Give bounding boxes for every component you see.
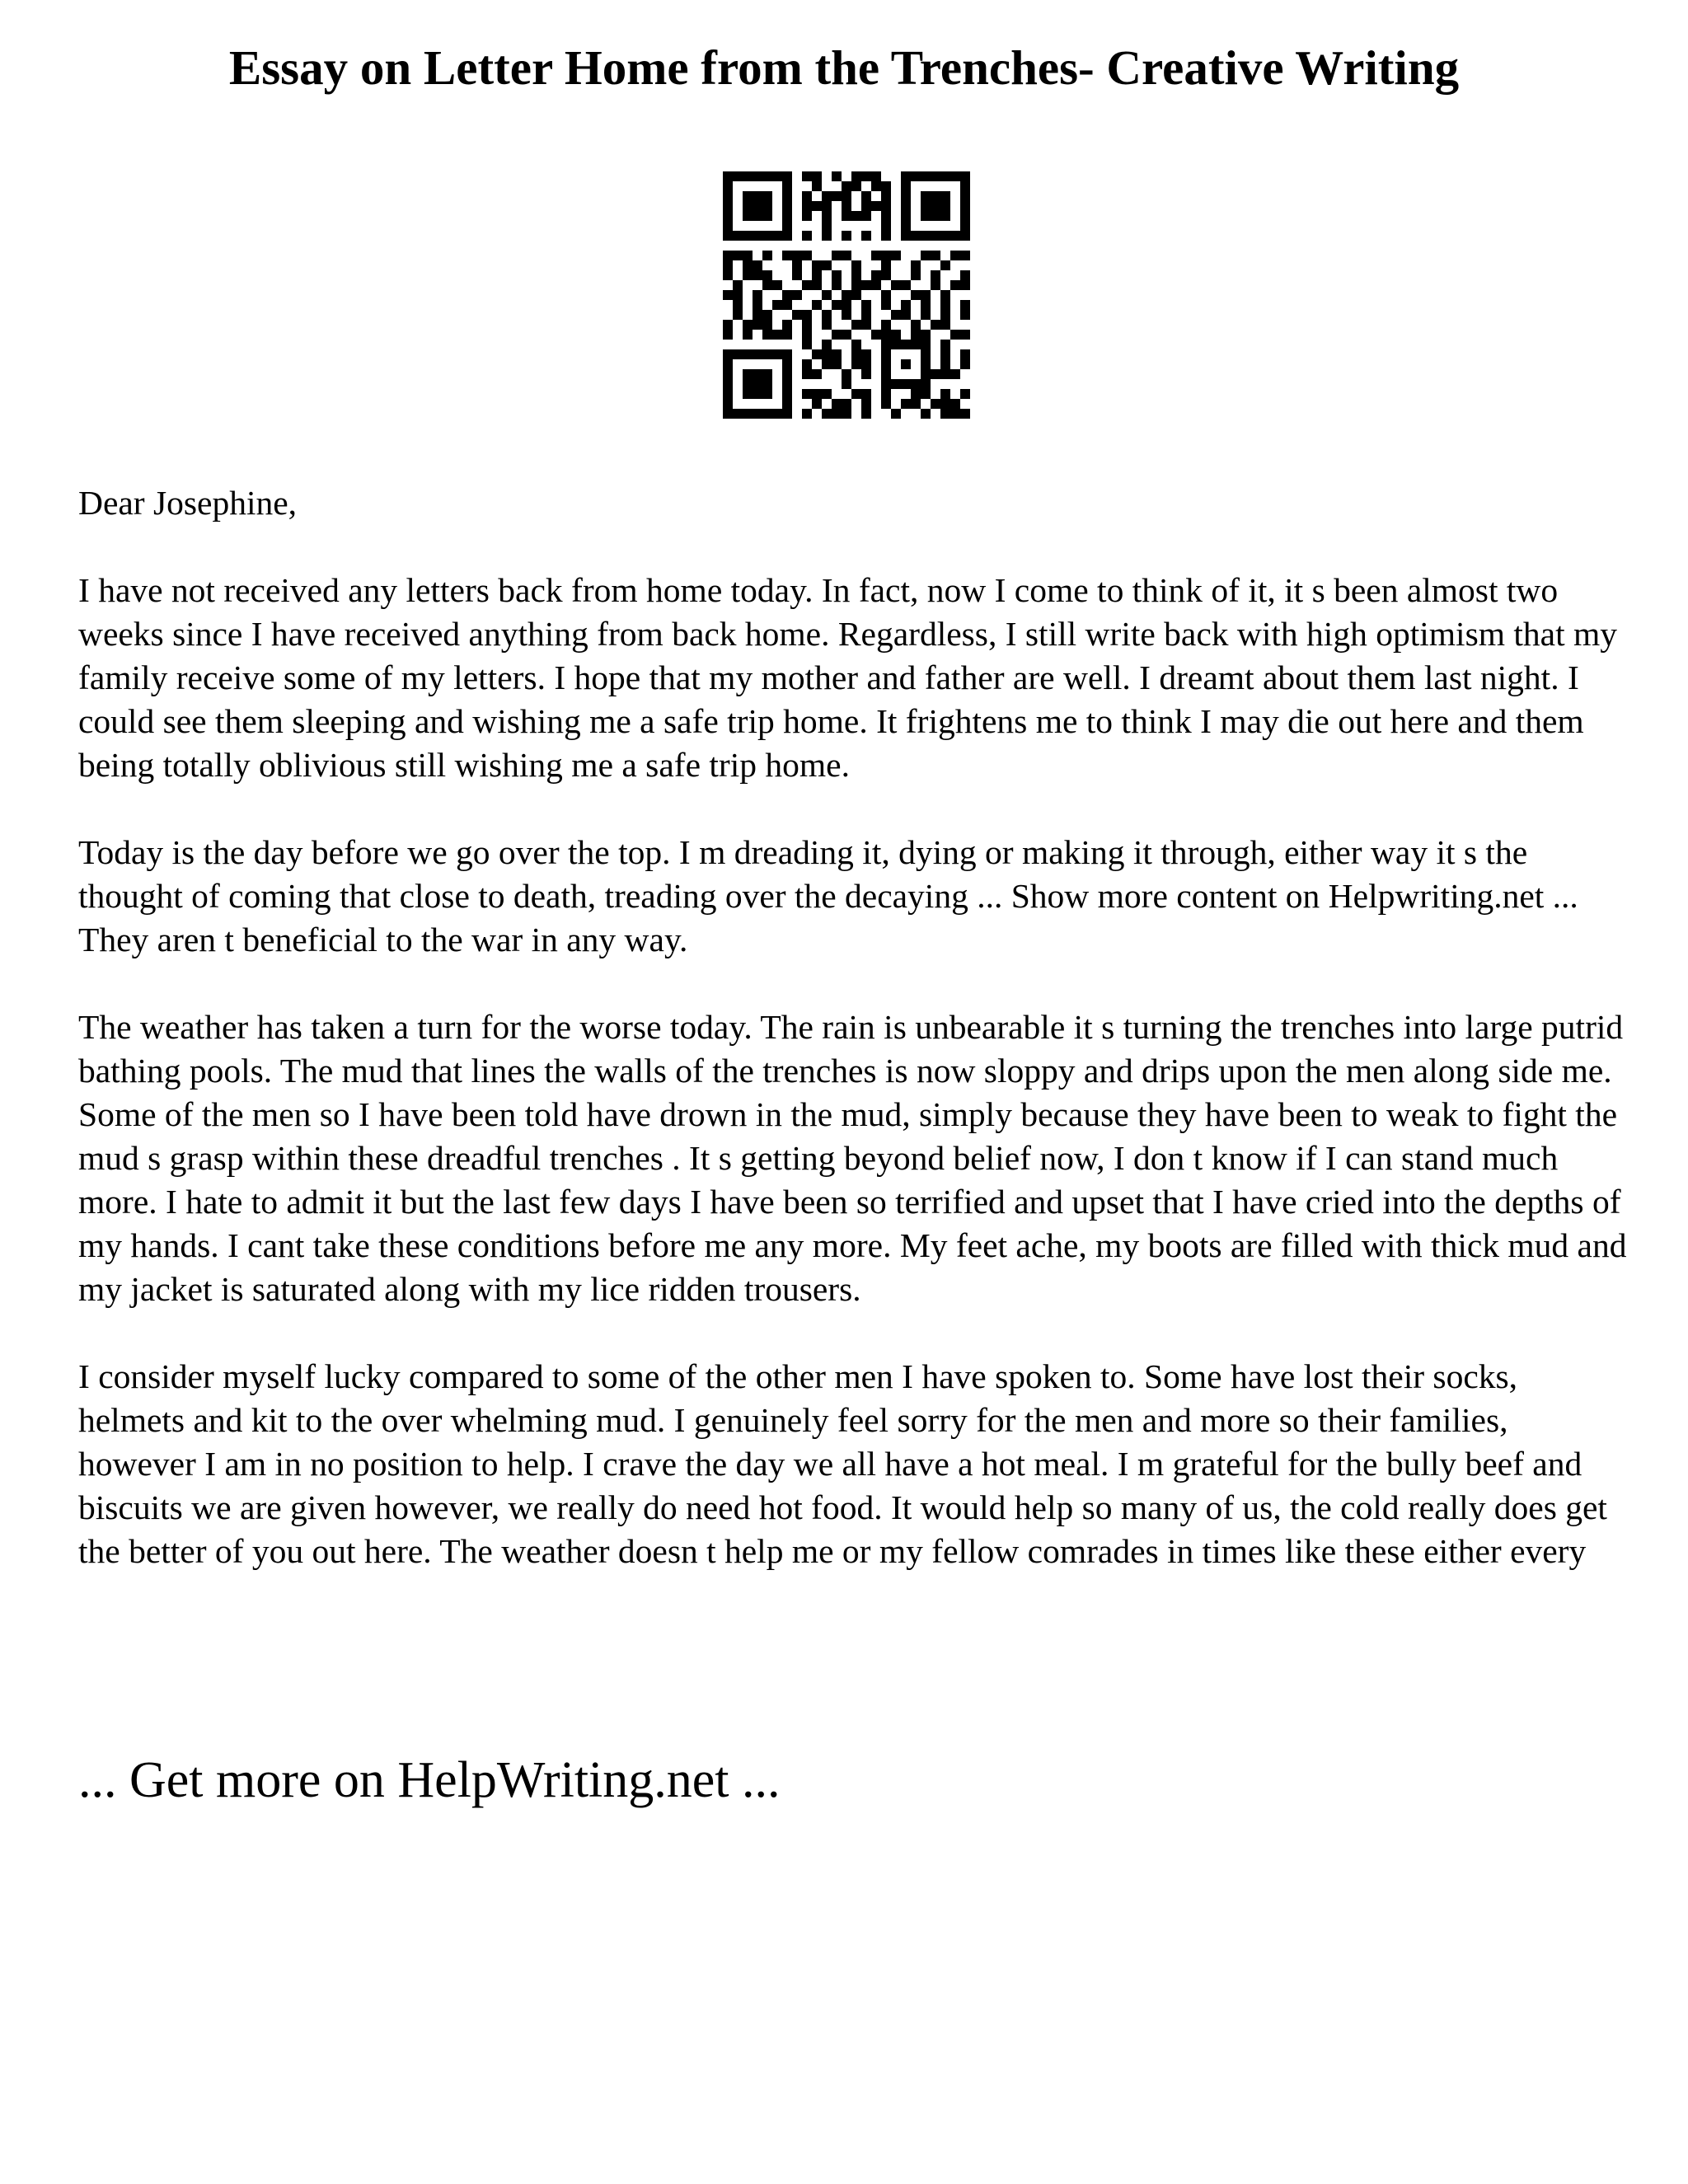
paragraph-4: The weather has taken a turn for the worse today. The rain is unbearable it s turning the trenches into large putrid bathing pools. The mud that lines the walls of the trenches is now sloppy and drips upon the men along side me. Some of the men so I have been told have drown in the mud, simply because they have been to weak to fight the mud s grasp within these dreadful trenches . It s getting beyond belief now, I don t know if I can stand much more. I hate to admit it but the last few days I have been so terrified and upset that I have cried into the depths of my hands. I cant take these conditions before me any more. My feet ache, my boots are filled with thick mud and my jacket is saturated along with my lice ridden trousers. bbox=[78, 1008, 1627, 1308]
paragraph-2: Today is the day before we go over the top. I m dreading it, dying or making it through, either way it s the thought of coming that close to death, treading over the decaying ... Show more content on Helpwriting.net ... bbox=[78, 833, 1578, 915]
qr-code-icon bbox=[723, 171, 970, 419]
page-title: Essay on Letter Home from the Trenches- Creative Writing bbox=[228, 40, 1460, 95]
get-more-link[interactable]: ... Get more on HelpWriting.net ... bbox=[78, 1752, 781, 1808]
salutation: Dear Josephine, bbox=[78, 484, 298, 522]
qr-code-graphic bbox=[723, 171, 970, 419]
paragraph-3: They aren t beneficial to the war in any way. bbox=[78, 921, 688, 958]
paragraph-1: I have not received any letters back from home today. In fact, now I come to think of it, it s been almost two weeks since I have received anything from back home. Regardless, I still write back with high optimism that my family receive some of my letters. I hope that my mother and father are well. I dreamt about them last night. I could see them sleeping and wishing me a safe trip home. It frightens me to think I may die out here and them being totally oblivious still wishing me a safe trip home. bbox=[78, 571, 1618, 784]
letter-body bbox=[78, 481, 1628, 1573]
paragraph-5: I consider myself lucky compared to some of the other men I have spoken to. Some have lost their socks, helmets and kit to the over whelming mud. I genuinely feel sorry for the men and more so their families, however I am in no position to help. I crave the day we all have a hot meal. I m grateful for the bully beef and biscuits we are given however, we really do need hot food. It would help so many of us, the cold really does get the better of you out here. The weather doesn t help me or my fellow comrades in times like these either every bbox=[78, 1357, 1607, 1570]
